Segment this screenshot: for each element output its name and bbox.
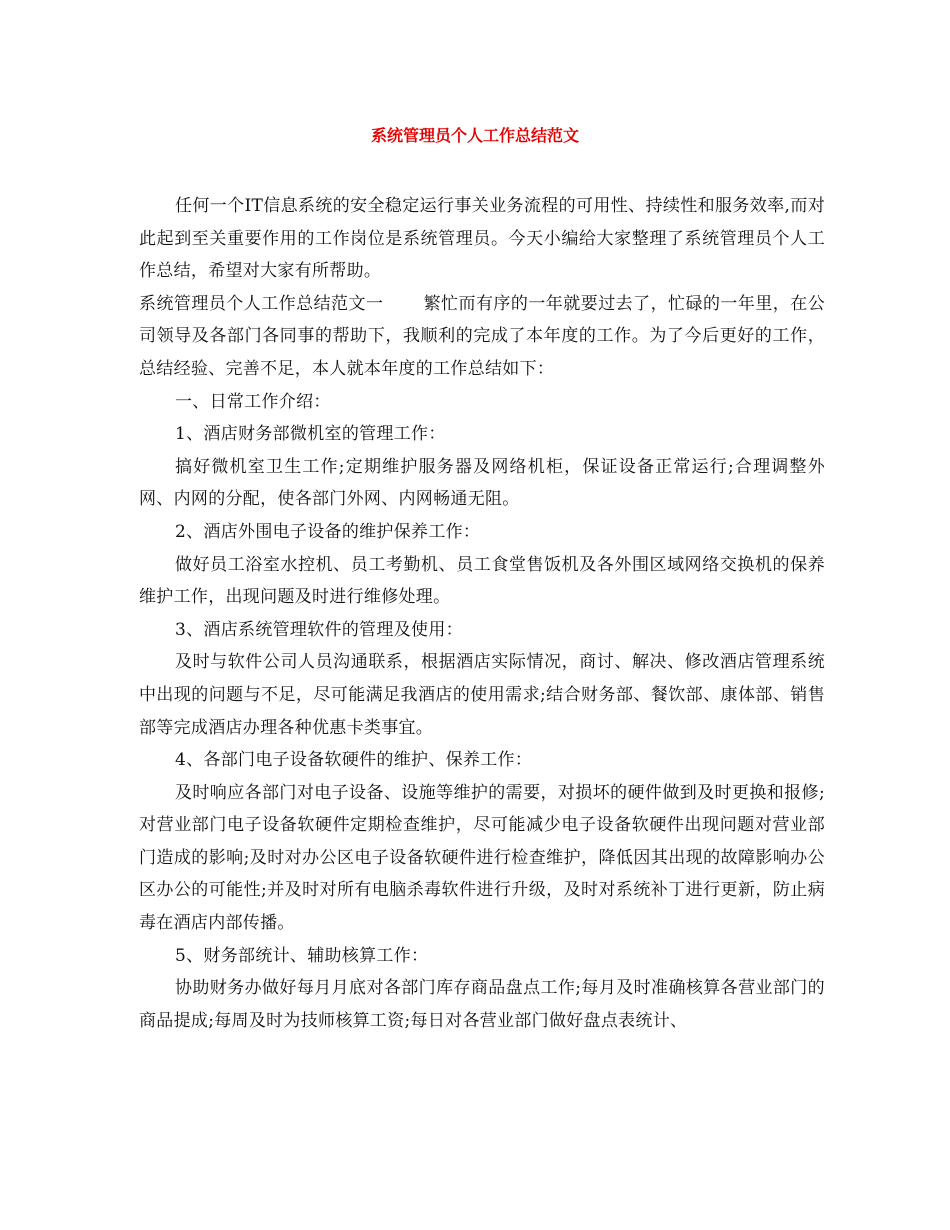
item3-text: 及时与软件公司人员沟通联系，根据酒店实际情况，商讨、解决、修改酒店管理系统中出现的问题与不足，尽可能满足我酒店的使用需求;结合财务部、餐饮部、康体部、销售部等完成酒店办理各种优惠卡类事宜。 bbox=[139, 652, 825, 738]
item1-text: 搞好微机室卫生工作;定期维护服务器及网络机柜，保证设备正常运行;合理调整外网、内网的分配，使各部门外网、内网畅通无阻。 bbox=[139, 456, 825, 510]
heading-daily-work: 一、日常工作介绍： bbox=[175, 391, 331, 412]
document-body bbox=[139, 190, 825, 1037]
intro-paragraph: 任何一个IT信息系统的安全稳定运行事关业务流程的可用性、持续性和服务效率,而对此起到至关重要作用的工作岗位是系统管理员。今天小编给大家整理了系统管理员个人工作总结，希望对大家有所帮助。 bbox=[139, 196, 825, 282]
section-paragraph bbox=[139, 288, 825, 386]
item4-text: 及时响应各部门对电子设备、设施等维护的需要，对损坏的硬件做到及时更换和报修;对营业部门电子设备软硬件定期检查维护，尽可能减少电子设备软硬件出现问题对营业部门造成的影响;及时对办公区电子设备软硬件进行检查维护，降低因其出现的故障影响办公区办公的可能性;并及时对所有电脑杀毒软件进行升级，及时对系统补丁进行更新，防止病毒在酒店内部传播。 bbox=[139, 782, 825, 934]
section-intro: 繁忙而有序的一年就要过去了，忙碌的一年里，在公司领导及各部门各同事的帮助下，我顺利的完成了本年度的工作。为了今后更好的工作，总结经验、完善不足，本人就本年度的工作总结如下： bbox=[139, 293, 825, 379]
item5-text: 协助财务办做好每月月底对各部门库存商品盘点工作;每月及时准确核算各营业部门的商品提成;每周及时为技师核算工资;每日对各营业部门做好盘点表统计、 bbox=[139, 978, 825, 1031]
document-title: 系统管理员个人工作总结范文 bbox=[370, 126, 579, 145]
section-label: 系统管理员个人工作总结范文一 bbox=[139, 293, 384, 314]
item4-title: 4、各部门电子设备软硬件的维护、保养工作： bbox=[175, 750, 533, 771]
item3-title: 3、酒店系统管理软件的管理及使用： bbox=[175, 619, 463, 640]
item2-title: 2、酒店外围电子设备的维护保养工作： bbox=[175, 521, 481, 542]
item2-text: 做好员工浴室水控机、员工考勤机、员工食堂售饭机及各外围区域网络交换机的保养维护工作，出现问题及时进行维修处理。 bbox=[139, 554, 825, 608]
item5-title: 5、财务部统计、辅助核算工作： bbox=[175, 945, 429, 966]
item1-title: 1、酒店财务部微机室的管理工作： bbox=[175, 424, 446, 445]
